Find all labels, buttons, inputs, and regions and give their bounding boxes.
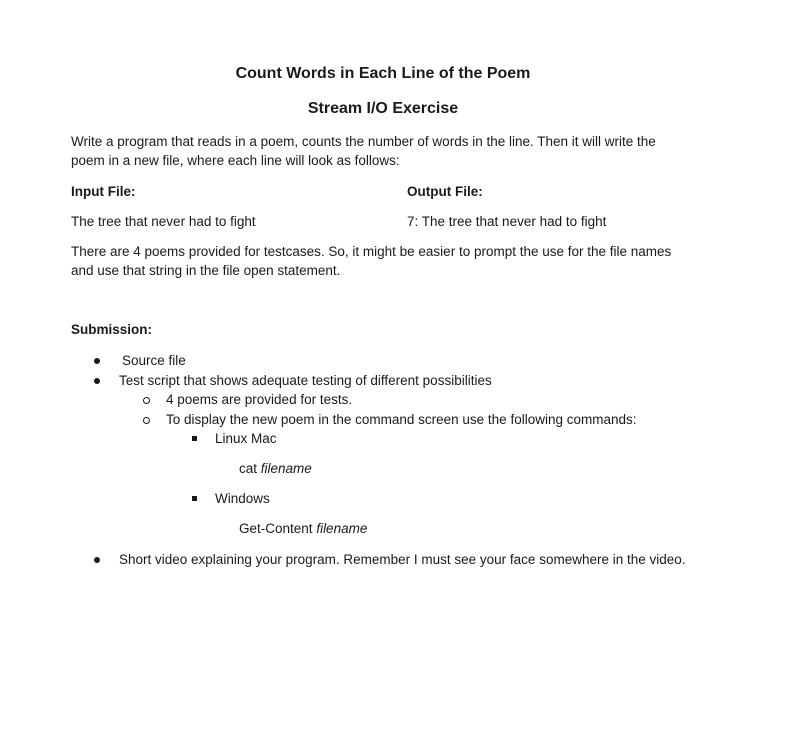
bullet-dot-icon	[94, 378, 100, 384]
command-name: Get-Content	[239, 521, 313, 536]
note-line-2: and use that string in the file open statement.	[71, 263, 341, 278]
command-line-windows	[239, 521, 367, 536]
input-file-heading: Input File:	[71, 184, 136, 199]
output-file-example: 7: The tree that never had to fight	[407, 214, 607, 229]
bullet-dot-icon	[94, 358, 100, 364]
input-file-example: The tree that never had to fight	[71, 214, 256, 229]
list-subitem-display: To display the new poem in the command screen use the following commands:	[166, 412, 637, 427]
page-subtitle: Stream I/O Exercise	[307, 100, 459, 117]
list-os-windows: Windows	[215, 491, 270, 506]
list-subitem-poems: 4 poems are provided for tests.	[166, 392, 353, 407]
note-line-1: There are 4 poems provided for testcases. So, it might be easier to prompt the use for the file names	[71, 244, 672, 259]
list-item-source-file: Source file	[122, 353, 186, 368]
output-file-heading: Output File:	[407, 184, 483, 199]
submission-heading: Submission:	[71, 322, 153, 337]
command-argument: filename	[316, 521, 368, 536]
intro-line-1: Write a program that reads in a poem, counts the number of words in the line. Then it will write the	[71, 134, 656, 149]
command-name: cat	[239, 461, 258, 476]
command-line-linux	[239, 461, 312, 476]
bullet-square-icon	[192, 496, 197, 501]
command-argument: filename	[260, 461, 312, 476]
bullet-dot-icon	[94, 557, 100, 563]
list-os-linux-mac: Linux Mac	[215, 431, 277, 446]
bullet-circle-icon	[143, 417, 150, 424]
list-item-video: Short video explaining your program. Remember I must see your face somewhere in the video.	[119, 552, 686, 567]
page-title: Count Words in Each Line of the Poem	[235, 65, 531, 82]
bullet-circle-icon	[143, 397, 150, 404]
bullet-square-icon	[192, 436, 197, 441]
list-item-test-script: Test script that shows adequate testing of different possibilities	[119, 373, 492, 388]
intro-line-2: poem in a new file, where each line will look as follows:	[71, 153, 400, 168]
